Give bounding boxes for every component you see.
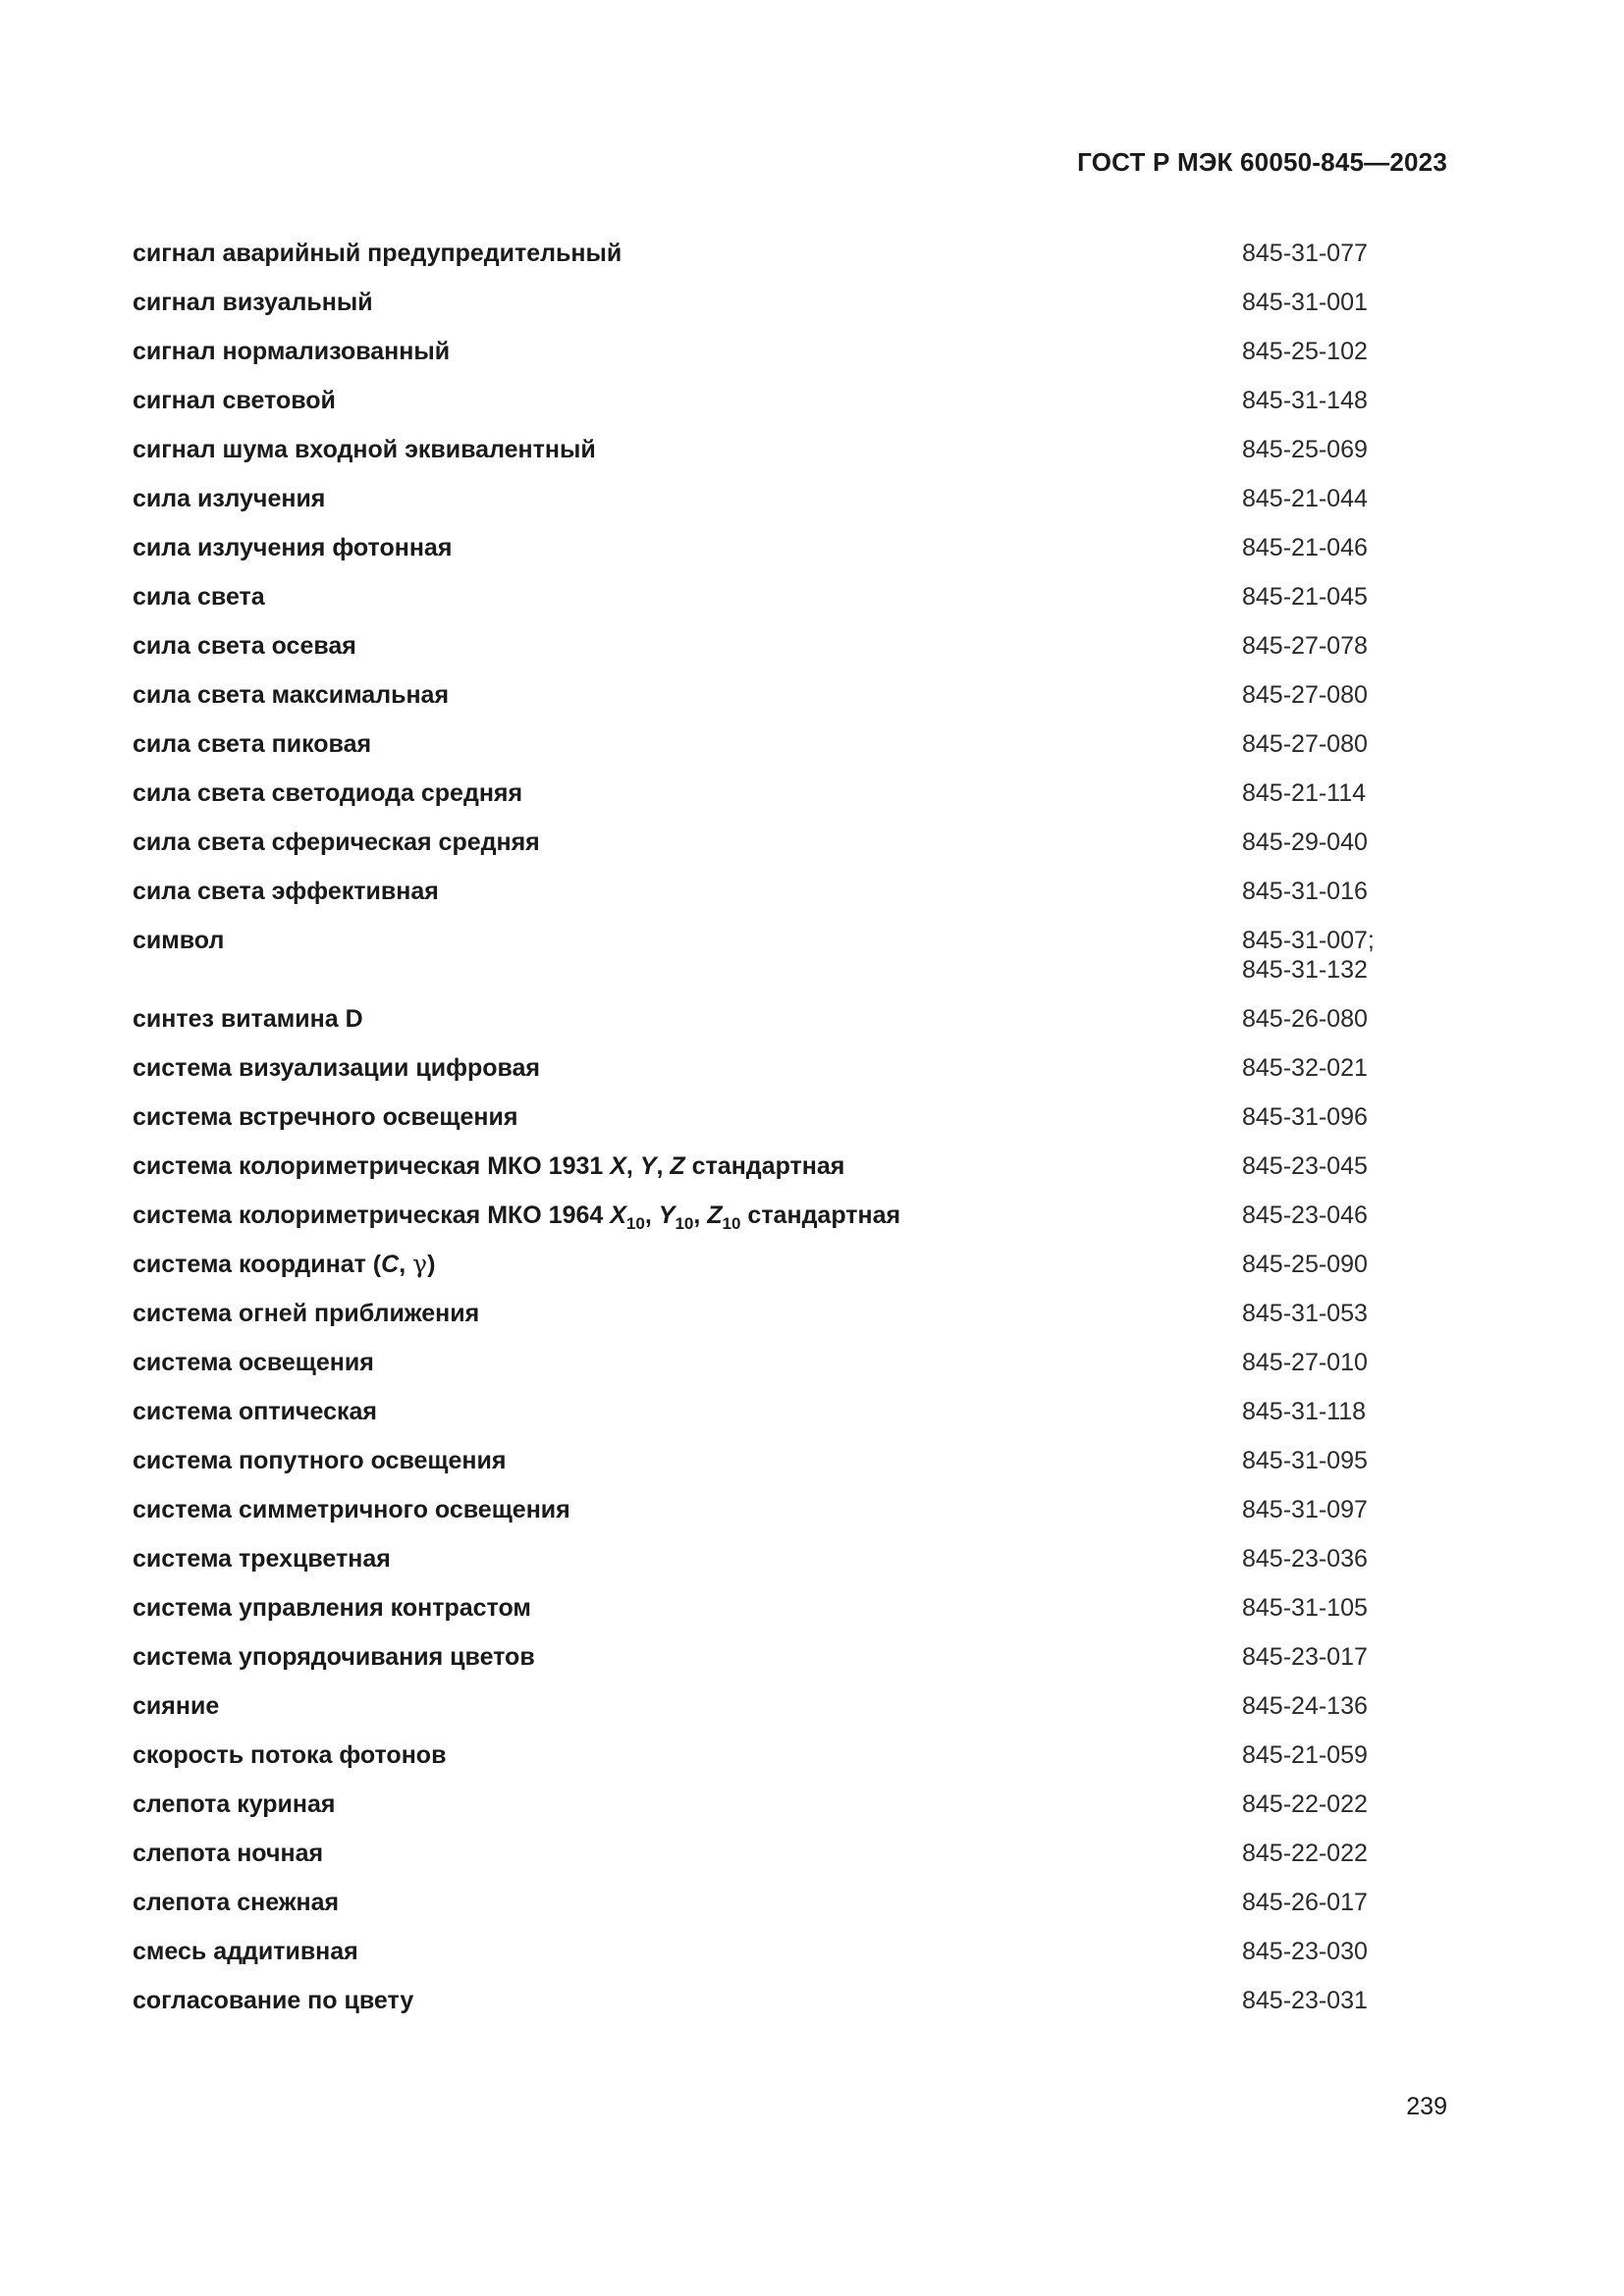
index-row (133, 1446, 1448, 1475)
term-text: сигнал нормализованный (133, 338, 451, 365)
term-text: система огней приближения (133, 1300, 480, 1327)
term-text: система освещения (133, 1349, 374, 1376)
term-code: 845-21-045 (1242, 583, 1368, 611)
term-text: синтез витамина D (133, 1005, 363, 1033)
term-code: 845-31-001 (1242, 289, 1368, 316)
page-number: 239 (1406, 2093, 1447, 2120)
term-code: 845-26-080 (1242, 1005, 1368, 1033)
term-code: 845-31-096 (1242, 1103, 1368, 1131)
index-row (133, 1839, 1448, 1868)
term-code: 845-27-080 (1242, 681, 1368, 709)
term-text: согласование по цвету (133, 1987, 414, 2014)
index-row (133, 1544, 1448, 1574)
index-row (133, 729, 1448, 759)
term-text: смесь аддитивная (133, 1938, 358, 1965)
term-text: слепота ночная (133, 1840, 324, 1867)
term-text: скорость потока фотонов (133, 1741, 447, 1769)
term-code: 845-22-022 (1242, 1790, 1368, 1818)
term-code: 845-24-136 (1242, 1692, 1368, 1720)
term-code: 845-31-016 (1242, 878, 1368, 905)
term-code: 845-21-059 (1242, 1741, 1368, 1769)
index-row (133, 1888, 1448, 1917)
term-text: сила света сферическая средняя (133, 828, 540, 856)
index-row (133, 1986, 1448, 2015)
term-code: 845-31-095 (1242, 1447, 1368, 1474)
term-code: 845-31-105 (1242, 1594, 1368, 1622)
term-code: 845-23-017 (1242, 1643, 1368, 1671)
index-row (133, 337, 1448, 366)
term-text: сигнал световой (133, 387, 336, 414)
index-row (133, 1201, 1448, 1233)
term-code: 845-32-021 (1242, 1054, 1368, 1082)
index-row (133, 484, 1448, 513)
index-row (133, 1691, 1448, 1721)
term-text: система колориметрическая МКО 1964 $X_{10}$, $Y_{10}$, $Z_{10}$ стандартная (133, 1201, 901, 1233)
index-row (133, 1151, 1448, 1181)
term-code (1242, 926, 1448, 985)
term-text: система встречного освещения (133, 1103, 518, 1131)
term-code: 845-25-102 (1242, 338, 1368, 365)
term-code: 845-21-044 (1242, 485, 1368, 512)
index-row (133, 1004, 1448, 1034)
index-row (133, 1740, 1448, 1770)
term-index (133, 239, 1448, 2035)
term-text: символ (133, 927, 225, 954)
term-code: 845-27-080 (1242, 730, 1368, 758)
term-text: система трехцветная (133, 1545, 391, 1573)
index-row (133, 1102, 1448, 1132)
term-text: сигнал шума входной эквивалентный (133, 436, 596, 463)
index-row (133, 1250, 1448, 1279)
index-row (133, 386, 1448, 415)
term-code: 845-31-148 (1242, 387, 1368, 414)
term-text: сила света светодиода средняя (133, 779, 523, 807)
index-row (133, 239, 1448, 268)
term-text: сила излучения (133, 485, 326, 512)
term-code: 845-25-069 (1242, 436, 1368, 463)
term-code: 845-26-017 (1242, 1889, 1368, 1916)
term-text: сила света осевая (133, 632, 356, 660)
index-row (133, 926, 1448, 985)
index-row (133, 582, 1448, 612)
term-text: система визуализации цифровая (133, 1054, 541, 1082)
term-code: 845-31-118 (1242, 1398, 1367, 1425)
term-text: слепота куриная (133, 1790, 336, 1818)
term-code-line: 845-31-132 (1242, 956, 1368, 984)
term-text: система попутного освещения (133, 1447, 507, 1474)
index-row (133, 1495, 1448, 1524)
term-text: сила света пиковая (133, 730, 372, 758)
term-text: система оптическая (133, 1398, 377, 1425)
term-text: система колориметрическая МКО 1931 X, Y, Z стандартная (133, 1152, 845, 1180)
index-row (133, 1593, 1448, 1623)
term-code: 845-23-045 (1242, 1152, 1368, 1180)
term-code: 845-23-036 (1242, 1545, 1368, 1573)
document-header: ГОСТ Р МЭК 60050-845—2023 (1077, 147, 1447, 177)
term-code: 845-23-030 (1242, 1938, 1368, 1965)
term-text: сигнал аварийный предупредительный (133, 240, 623, 267)
index-row (133, 533, 1448, 562)
term-text: система координат (C, γ) (133, 1250, 436, 1278)
index-row (133, 778, 1448, 808)
index-row (133, 1299, 1448, 1328)
index-row (133, 1348, 1448, 1377)
term-code: 845-23-046 (1242, 1201, 1368, 1229)
term-text: система упорядочивания цветов (133, 1643, 535, 1671)
term-code: 845-27-078 (1242, 632, 1368, 660)
index-row (133, 1642, 1448, 1672)
term-text: система управления контрастом (133, 1594, 531, 1622)
index-row (133, 288, 1448, 317)
index-row (133, 1397, 1448, 1426)
term-code: 845-31-053 (1242, 1300, 1368, 1327)
index-row (133, 877, 1448, 906)
term-text: сила излучения фотонная (133, 534, 453, 561)
term-text: система симметричного освещения (133, 1496, 570, 1523)
index-row (133, 631, 1448, 661)
term-code-line: 845-31-007; (1242, 927, 1375, 954)
term-text: сила света максимальная (133, 681, 450, 709)
term-code: 845-23-031 (1242, 1987, 1368, 2014)
index-row (133, 435, 1448, 464)
term-text: сила света (133, 583, 265, 611)
term-code: 845-21-046 (1242, 534, 1368, 561)
term-text: слепота снежная (133, 1889, 340, 1916)
term-code: 845-31-097 (1242, 1496, 1368, 1523)
term-text: сияние (133, 1692, 220, 1720)
term-text: сила света эффективная (133, 878, 439, 905)
index-row (133, 828, 1448, 857)
term-code: 845-22-022 (1242, 1840, 1368, 1867)
term-code: 845-21-114 (1242, 779, 1367, 807)
index-row (133, 680, 1448, 710)
term-code: 845-25-090 (1242, 1251, 1368, 1278)
index-row (133, 1053, 1448, 1083)
term-code: 845-31-077 (1242, 240, 1368, 267)
index-row (133, 1789, 1448, 1819)
index-row (133, 1937, 1448, 1966)
term-text: сигнал визуальный (133, 289, 373, 316)
term-code: 845-27-010 (1242, 1349, 1368, 1376)
term-code: 845-29-040 (1242, 828, 1368, 856)
